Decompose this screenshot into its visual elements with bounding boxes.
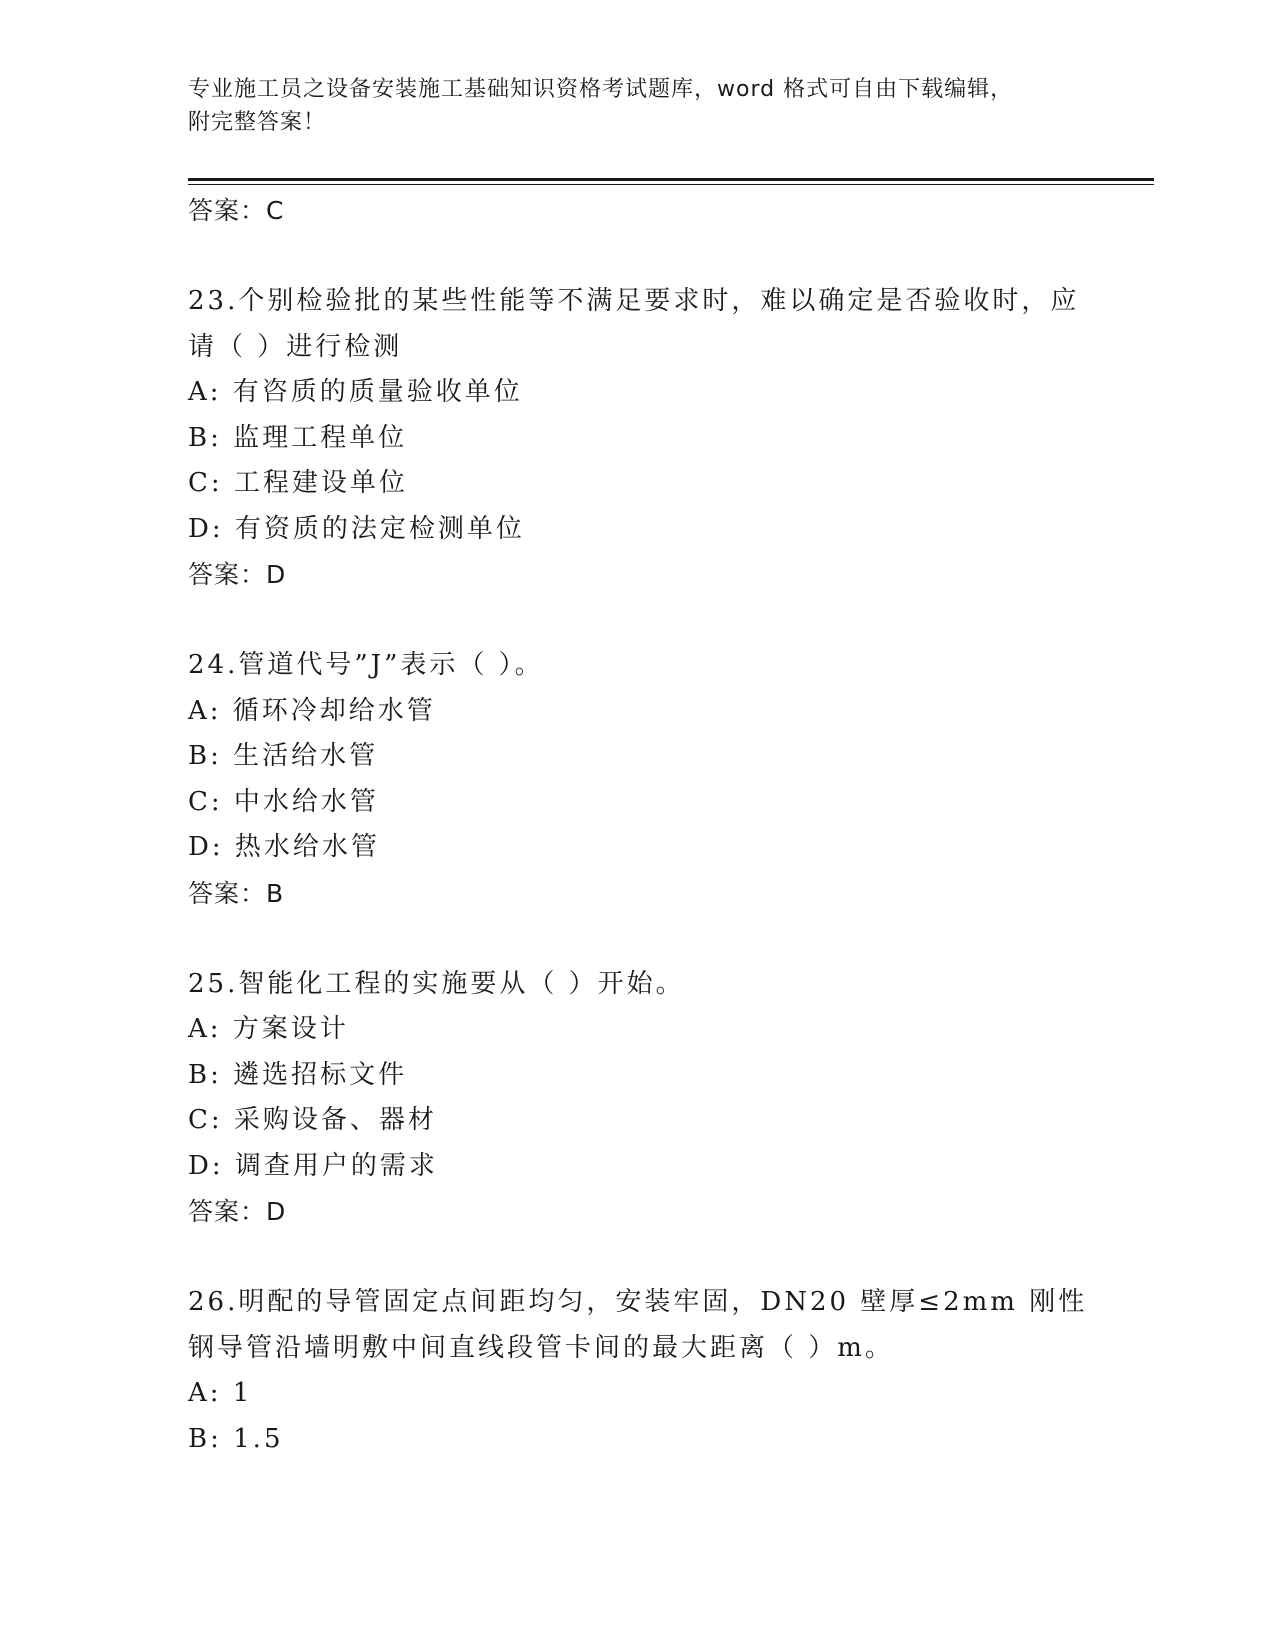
document-header: 专业施工员之设备安装施工基础知识资格考试题库，word 格式可自由下载编辑， 附完整答案！ [188, 77, 1014, 135]
option-c: C: 采购设备、器材 [188, 1105, 437, 1135]
option-d: D: 调查用户的需求 [188, 1150, 438, 1181]
question-text: 26.明配的导管固定点间距均匀，安装牢固，DN20 壁厚≤2mm 刚性钢导管沿墙明敷中间直线段管卡间的最大距离（ ）m。 [188, 1287, 1088, 1363]
option-b: B: 监理工程单位 [188, 422, 408, 453]
option-c: C: 中水给水管 [188, 786, 379, 817]
answer-label: 答案：C [188, 196, 285, 225]
header-divider-thick [188, 178, 1154, 181]
question-item [188, 643, 1088, 917]
header-divider-thin [188, 184, 1154, 185]
question-item [188, 1280, 1088, 1462]
question-text: 23.个别检验批的某些性能等不满足要求时，难以确定是否验收时，应请（ ）进行检测 [188, 286, 1080, 362]
question-text: 24.管道代号”J”表示（ ）。 [188, 650, 544, 680]
answer-label: 答案：D [188, 1197, 287, 1226]
option-a: A: 方案设计 [188, 1014, 349, 1044]
option-b: B: 遴选招标文件 [188, 1059, 408, 1090]
option-a: A: 1 [188, 1378, 253, 1408]
answer-label: 答案：D [188, 560, 287, 589]
question-list [188, 188, 1088, 1462]
option-d: D: 热水给水管 [188, 832, 380, 862]
question-item [188, 279, 1088, 598]
option-d: D: 有资质的法定检测单位 [188, 513, 525, 544]
option-c: C: 工程建设单位 [188, 468, 408, 498]
option-a: A: 循环冷却给水管 [188, 695, 436, 726]
question-text: 25.智能化工程的实施要从（ ）开始。 [188, 968, 685, 999]
option-b: B: 1.5 [188, 1423, 284, 1454]
option-a: A: 有咨质的质量验收单位 [188, 377, 523, 407]
option-b: B: 生活给水管 [188, 741, 379, 771]
question-item [188, 962, 1088, 1236]
answer-label: 答案：B [188, 878, 285, 908]
